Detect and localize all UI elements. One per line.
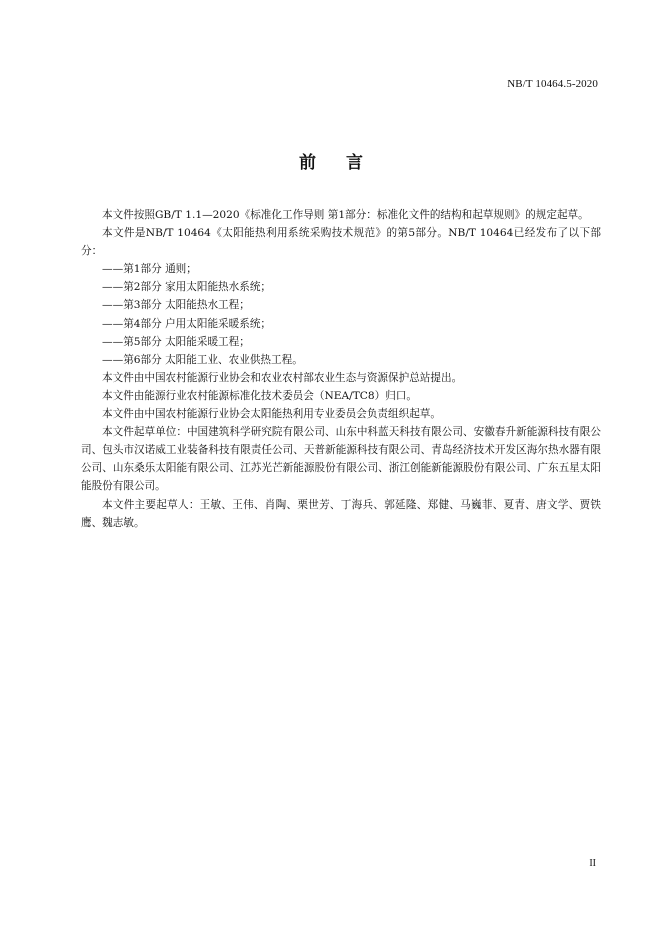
standard-code: NB/T 10464.5-2020 bbox=[507, 78, 598, 90]
paragraph-organizer: 本文件由中国农村能源行业协会太阳能热利用专业委员会负责组织起草。 bbox=[102, 408, 441, 421]
parts-list bbox=[81, 260, 601, 369]
foreword-body bbox=[81, 206, 601, 532]
list-item: ——第5部分 太阳能采暖工程； bbox=[102, 335, 250, 348]
paragraph-series-info: 本文件是NB/T 10464《太阳能热利用系统采购技术规范》的第5部分。NB/T 10464已经发布了以下部分： bbox=[81, 227, 601, 258]
paragraph-technical-committee: 本文件由能源行业农村能源标准化技术委员会（NEA/TC8）归口。 bbox=[102, 389, 417, 402]
list-item: ——第1部分 通则； bbox=[102, 263, 197, 276]
paragraph-proposer: 本文件由中国农村能源行业协会和农业农村部农业生态与资源保护总站提出。 bbox=[102, 371, 463, 384]
list-item: ——第4部分 户用太阳能采暖系统； bbox=[102, 317, 272, 330]
paragraph-drafting-rules: 本文件按照GB/T 1.1—2020《标准化工作导则 第1部分：标准化文件的结构和起草规则》的规定起草。 bbox=[102, 209, 589, 221]
paragraph-drafters: 本文件主要起草人：王敏、王伟、肖陶、栗世芳、丁海兵、郭延隆、郑健、马巍菲、夏青、唐文学、贾铁鹰、魏志敏。 bbox=[81, 498, 601, 529]
page-number: II bbox=[589, 858, 596, 869]
paragraph-drafting-units: 本文件起草单位：中国建筑科学研究院有限公司、山东中科蓝天科技有限公司、安徽春升新能源科技有限公司、包头市汉诺威工业装备科技有限责任公司、天普新能源科技有限公司、青岛经济技术开发区海尔热水器有限公司、山东桑乐太阳能有限公司、江苏光芒新能源股份有限公司、浙江创能新能源股份有限公司、广东五星太阳能股份有限公司。 bbox=[81, 426, 601, 493]
list-item: ——第3部分 太阳能热水工程； bbox=[102, 299, 250, 312]
page-title: 前言 bbox=[299, 153, 393, 173]
list-item: ——第6部分 太阳能工业、农业供热工程。 bbox=[102, 353, 303, 366]
list-item: ——第2部分 家用太阳能热水系统； bbox=[102, 281, 272, 294]
